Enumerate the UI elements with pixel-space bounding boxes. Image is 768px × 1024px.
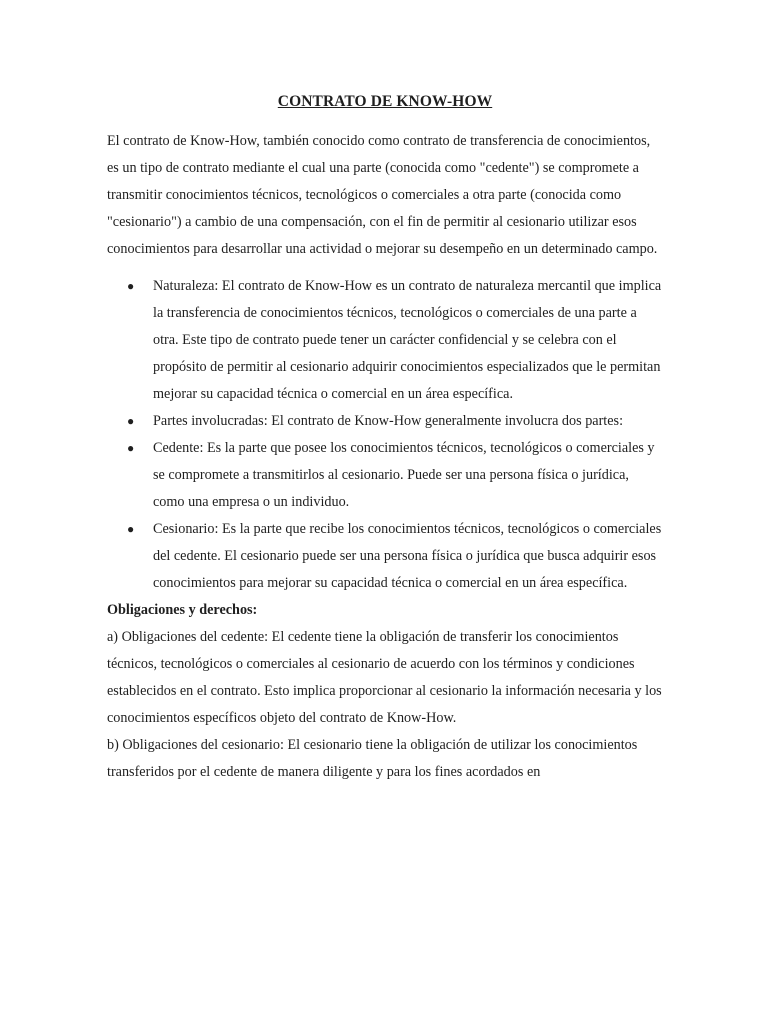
bullet-item-naturaleza [107, 273, 663, 408]
obligation-a-paragraph: a) Obligaciones del cedente: El cedente tiene la obligación de transferir los conocimientos técnicos, tecnológicos o comerciales al cesionario de acuerdo con los términos y condiciones establecidos en el contrato. Esto implica proporcionar al cesionario la información necesaria y los conocimientos específicos objeto del contrato de Know-How. [107, 629, 662, 726]
bullet-icon: ● [127, 279, 135, 293]
bullet-item-cesionario [107, 516, 663, 597]
bullet-item-partes [107, 408, 663, 435]
bullet-icon: ● [127, 522, 135, 536]
section-heading: Obligaciones y derechos: [107, 602, 258, 618]
bullet-text: Cedente: Es la parte que posee los conocimientos técnicos, tecnológicos o comerciales y se compromete a transmitirlos al cesionario. Puede ser una persona física o jurídica, como una empresa o un individuo. [153, 440, 655, 510]
bullet-text: Cesionario: Es la parte que recibe los conocimientos técnicos, tecnológicos o comerciales del cedente. El cesionario puede ser una persona física o jurídica que busca adquirir esos conocimientos para mejorar su capacidad técnica o comercial en un área específica. [153, 521, 662, 591]
document-title: CONTRATO DE KNOW-HOW [277, 93, 493, 110]
bullet-icon: ● [127, 414, 135, 428]
obligation-b-paragraph: b) Obligaciones del cesionario: El cesionario tiene la obligación de utilizar los conocimientos transferidos por el cedente de manera diligente y para los fines acordados en [107, 737, 638, 780]
bullet-list [107, 273, 663, 597]
bullet-item-cedente [107, 435, 663, 516]
bullet-icon: ● [127, 441, 135, 455]
bullet-text: Naturaleza: El contrato de Know-How es un contrato de naturaleza mercantil que implica la transferencia de conocimientos técnicos, tecnológicos o comerciales de una parte a otra. Este tipo de contrato puede tener un carácter confidencial y se celebra con el propósito de permitir al cesionario adquirir conocimientos especializados que le permitan mejorar su capacidad técnica o comercial en un área específica. [153, 278, 662, 402]
bullet-text: Partes involucradas: El contrato de Know-How generalmente involucra dos partes: [153, 413, 624, 429]
document-body [107, 92, 663, 786]
intro-paragraph: El contrato de Know-How, también conocido como contrato de transferencia de conocimientos, es un tipo de contrato mediante el cual una parte (conocida como "cedente") se compromete a transmitir conocimientos técnicos, tecnológicos o comerciales a otra parte (conocida como "cesionario") a cambio de una compensación, con el fin de permitir al cesionario utilizar esos conocimientos para desarrollar una actividad o mejorar su desempeño en un determinado campo. [107, 133, 658, 257]
